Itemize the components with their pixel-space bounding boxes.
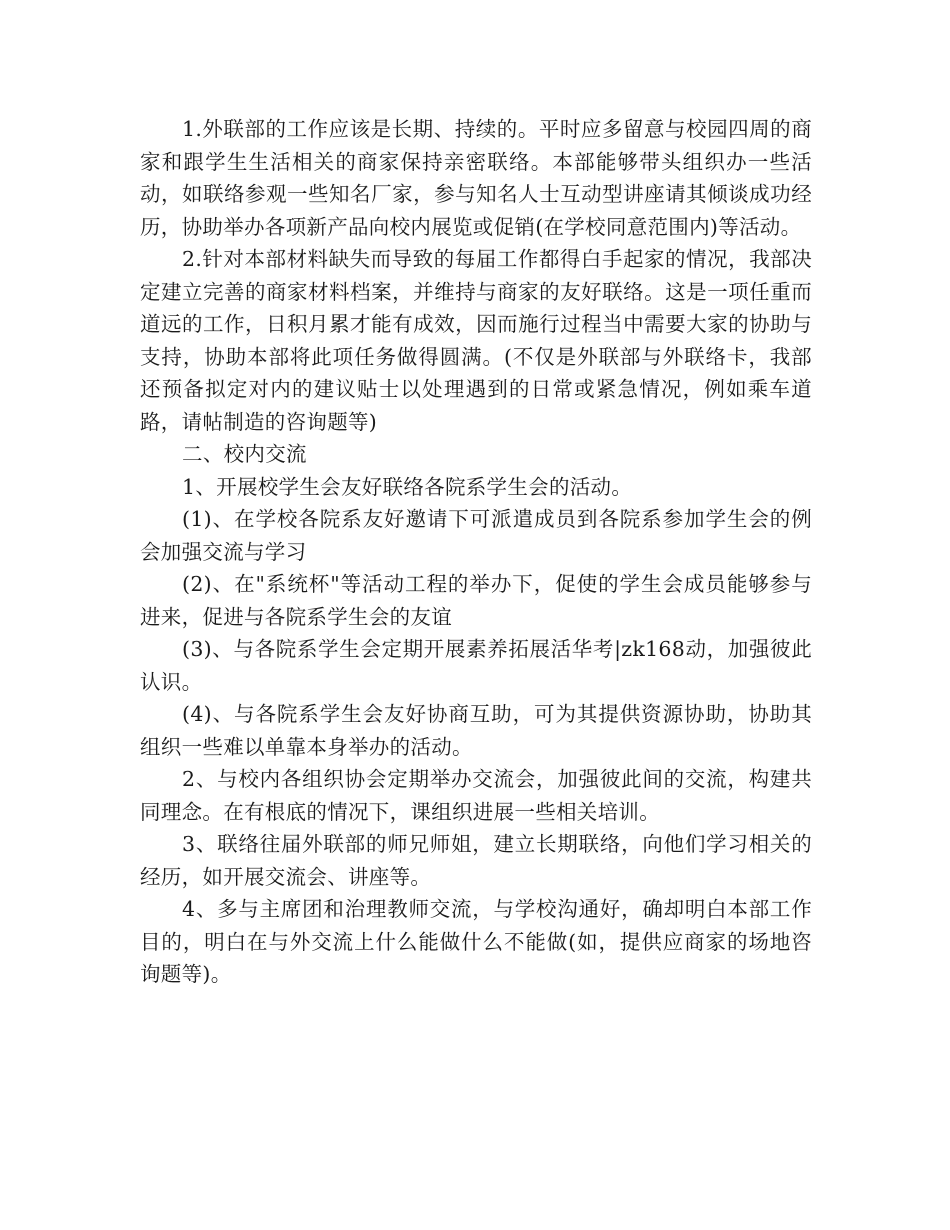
paragraph-subitem-3: (3)、与各院系学生会定期开展素养拓展活华考|zk168动，加强彼此认识。 — [140, 637, 812, 694]
paragraph-item-1: 1、开展校学生会友好联络各院系学生会的活动。 — [182, 474, 633, 499]
paragraph-1: 1.外联部的工作应该是长期、持续的。平时应多留意与校园四周的商家和跟学生生活相关的商家保持亲密联络。本部能够带头组织办一些活动，如联络参观一些知名厂家，参与知名人士互动型讲座请其倾谈成功经历，协助举办各项新产品向校内展览或促销(在学校同意范围内)等活动。 — [140, 117, 812, 239]
paragraph-item-4: 4、多与主席团和治理教师交流，与学校沟通好，确却明白本部工作目的，明白在与外交流上什么能做什么不能做(如，提供应商家的场地咨询题等)。 — [140, 897, 812, 986]
paragraph-subitem-2: (2)、在"系统杯"等活动工程的举办下，促使的学生会成员能够参与进来，促进与各院系学生会的友谊 — [140, 572, 812, 629]
document-body — [140, 113, 812, 991]
paragraph-2: 2.针对本部材料缺失而导致的每届工作都得白手起家的情况，我部决定建立完善的商家材料档案，并维持与商家的友好联络。这是一项任重而道远的工作，日积月累才能有成效，因而施行过程当中需要大家的协助与支持，协助本部将此项任务做得圆满。(不仅是外联部与外联络卡，我部还预备拟定对内的建议贴士以处理遇到的日常或紧急情况，例如乘车道路，请帖制造的咨询题等) — [140, 247, 812, 434]
paragraph-item-2: 2、与校内各组织协会定期举办交流会，加强彼此间的交流，构建共同理念。在有根底的情况下，课组织进展一些相关培训。 — [140, 767, 812, 824]
paragraph-item-3: 3、联络往届外联部的师兄师姐，建立长期联络，向他们学习相关的经历，如开展交流会、讲座等。 — [140, 832, 812, 889]
paragraph-subitem-4: (4)、与各院系学生会友好协商互助，可为其提供资源协助，协助其组织一些难以单靠本身举办的活动。 — [140, 702, 812, 759]
paragraph-subitem-1: (1)、在学校各院系友好邀请下可派遣成员到各院系参加学生会的例会加强交流与学习 — [140, 507, 812, 564]
section-heading: 二、校内交流 — [182, 442, 307, 466]
